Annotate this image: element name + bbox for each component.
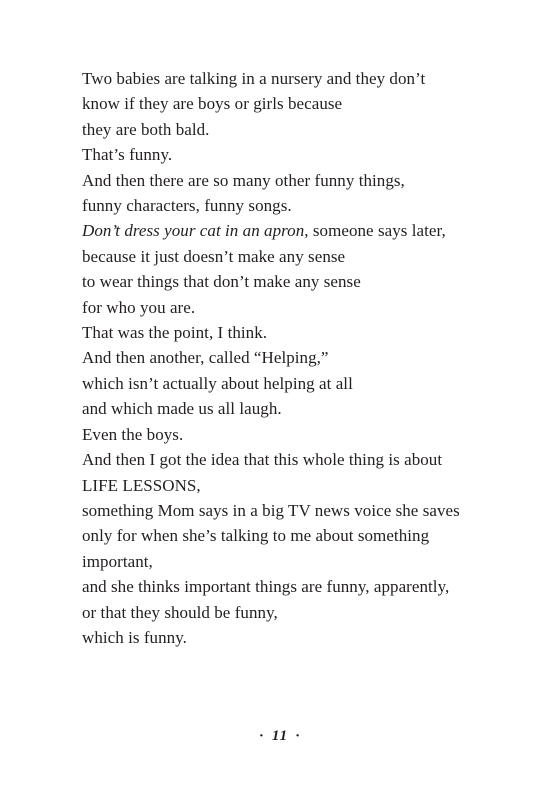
text-line: funny characters, funny songs. [82,196,292,216]
body-text [82,66,532,650]
text-line: Even the boys. [82,424,184,444]
text-line: to wear things that don’t make any sense [82,272,361,292]
text-line: for who you are. [82,297,196,317]
text-line-with-italic [82,218,532,243]
page-number [0,728,560,745]
text-line: which isn’t actually about helping at all [82,373,353,393]
text-line: and she thinks important things are funny, apparently, [82,577,450,597]
text-line: That’s funny. [82,145,173,165]
text-line: That was the point, I think. [82,323,268,343]
text-line: which is funny. [82,627,187,647]
page-number-right-dot: · [295,728,302,744]
text-line: important, [82,551,153,571]
text-line: And then there are so many other funny things, [82,170,405,190]
text-fragment: someone says later, [308,221,446,241]
italic-quote: Don’t dress your cat in an apron, [82,221,309,241]
text-line: because it just doesn’t make any sense [82,246,346,266]
text-line: Two babies are talking in a nursery and they don’t [82,69,426,88]
text-line: And then I got the idea that this whole thing is about [82,450,443,470]
text-line: And then another, called “Helping,” [82,348,329,368]
text-line: they are both bald. [82,119,210,139]
text-line: or that they should be funny, [82,602,278,622]
text-line: and which made us all laugh. [82,399,282,419]
text-line: only for when she’s talking to me about something [82,526,430,546]
page-number-left-dot: · [258,728,265,744]
page-number-value: 11 [271,728,289,744]
text-line: know if they are boys or girls because [82,94,343,114]
text-line: something Mom says in a big TV news voice she saves [82,500,460,520]
text-line: LIFE LESSONS, [82,475,201,495]
